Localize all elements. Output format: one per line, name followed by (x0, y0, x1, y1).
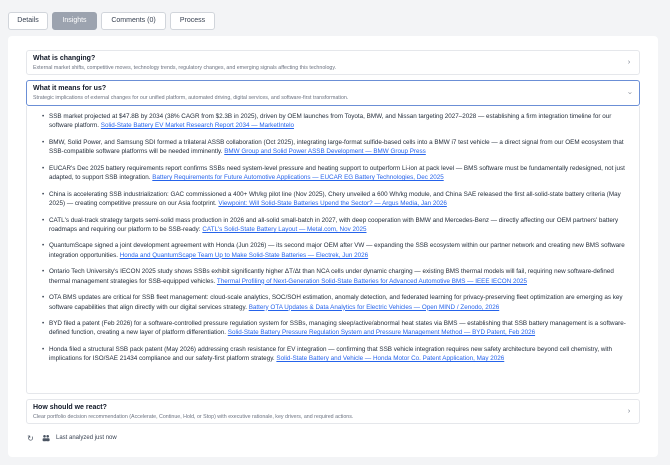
section-how-should-we-react[interactable] (26, 399, 640, 424)
section-content (26, 106, 640, 394)
source-link[interactable]: Viewpoint: Will Solid-State Batteries Upend the Sector? — Argus Media, Jan 2026 (218, 199, 447, 207)
section-title: What is changing? (33, 55, 96, 62)
analysis-footer (26, 433, 117, 443)
list-item: • BMW, Solid Power, and Samsung SDI formed a trilateral ASSB collaboration (Oct 2025), integrating large-format sulfide-based cells into a BMW i7 test vehicle — a direct signal from our OEM ecosystem that SSB-compatible software platforms will be needed imminently. BMW Group and Solid Power ASSB Development — BMW Group Press (49, 138, 634, 157)
tab-insights[interactable]: Insights (52, 12, 97, 30)
implications-list (49, 112, 634, 371)
chevron-down-icon[interactable]: › (626, 91, 633, 95)
tab-process[interactable]: Process (170, 12, 215, 30)
source-link[interactable]: Solid-State Battery EV Market Research Report 2034 — MarketIntelo (100, 122, 294, 130)
section-subtitle: External market shifts, competitive moves, technology trends, regulatory changes, and emerging signals affecting this technology. (33, 65, 337, 71)
chevron-right-icon[interactable]: › (627, 408, 631, 415)
source-link[interactable]: BMW Group and Solid Power ASSB Development — BMW Group Press (224, 148, 426, 156)
list-item: • China is accelerating SSB industrialization: GAC commissioned a 400+ Wh/kg pilot line (Nov 2025), Chery unveiled a 600 Wh/kg module, and China SAE released the first all-solid-state battery criteria (May 2025) — creating competitive pressure on our Asia footprint. Viewpoint: Will Solid-State Batteries Upend the Sector? — Argus Media, Jan 2026 (49, 190, 634, 209)
people-icon[interactable] (41, 434, 50, 443)
section-what-is-changing[interactable] (26, 50, 640, 75)
list-item: • OTA BMS updates are critical for SSB fleet management: cloud-scale analytics, SOC/SOH estimation, anomaly detection, and federated learning for privacy-preserving fleet optimization are emerging as key software capabilities that align directly with our digital services strategy. Battery OTA Updates & Data Analytics for Electric Vehicles — Open MIND / Zenodo, 2026 (49, 293, 634, 312)
source-link[interactable]: Battery OTA Updates & Data Analytics for Electric Vehicles — Open MIND / Zenodo, 2026 (248, 303, 500, 311)
list-item: • SSB market projected at $47.8B by 2034 (38% CAGR from $2.3B in 2025), driven by OEM launches from Toyota, BMW, and Nissan targeting 2027–2028 — establishing a firm integration timeline for our software platform. Solid-State Battery EV Market Research Report 2034 — MarketIntelo (49, 112, 634, 131)
section-title: What it means for us? (33, 85, 107, 92)
list-item: • QuantumScape signed a joint development agreement with Honda (Jun 2026) — its second major OEM after VW — expanding the SSB ecosystem within our partner network and creating new BMS software integration opportunities. Honda and QuantumScape Team Up to Make Solid-State Batteries — Electrek, Jun 2026 (49, 241, 634, 260)
list-item: • Ontario Tech University's IECON 2025 study shows SSBs exhibit significantly higher ΔT/Δt than NCA cells under dynamic charging — existing BMS thermal models will fail, requiring new software-defined thermal management strategies for SSB-equipped vehicles. Thermal Profiling of Next-Generation Solid-State Batteries for Advanced Automotive BMS — IEEE IECON 2025 (49, 267, 634, 286)
section-subtitle: Clear portfolio decision recommendation (Accelerate, Continue, Hold, or Stop) with executive rationale, key drivers, and required actions. (33, 414, 354, 420)
tab-bar (8, 12, 215, 30)
last-analyzed-status: Last analyzed just now (56, 435, 117, 441)
tab-details[interactable]: Details (8, 12, 48, 30)
section-title: How should we react? (33, 404, 107, 411)
source-link[interactable]: Battery Requirements for Future Automotive Applications — EUCAR EG Battery Technologies, Dec 2025 (152, 174, 444, 182)
insights-panel (8, 36, 658, 457)
source-link[interactable]: Honda and QuantumScape Team Up to Make Solid-State Batteries — Electrek, Jun 2026 (119, 251, 369, 259)
tab-comments[interactable]: Comments (0) (101, 12, 166, 30)
list-item: • BYD filed a patent (Feb 2026) for a software-controlled pressure regulation system for SSBs, managing sleep/active/abnormal heat states via BMS — establishing that SSB battery management is a software-defined function, creating a new layer of platform differentiation. Solid-State Battery Pressure Regulation System and Pressure Management Method — BYD Patent, Feb 2026 (49, 319, 634, 338)
source-link[interactable]: Solid-State Battery Pressure Regulation System and Pressure Management Method — BYD Patent, Feb 2026 (227, 329, 536, 337)
refresh-icon[interactable]: ↻ (27, 433, 34, 443)
source-link[interactable]: CATL's Solid-State Battery Layout — Metal.com, Nov 2025 (202, 225, 367, 233)
list-item: • EUCAR's Dec 2025 battery requirements report confirms SSBs need system-level pressure and heating support to outperform Li-ion at pack level — BMS software must be fundamentally redesigned, not just adapted, to support SSB integration. Battery Requirements for Future Automotive Applications — EUCAR EG Battery Technologies, Dec 2025 (49, 164, 634, 183)
list-item: • Honda filed a structural SSB pack patent (May 2026) addressing crash resistance for EV integration — confirming that SSB vehicle integration requires new safety architecture beyond cell chemistry, with implications for ISO/SAE 21434 compliance and our safety-first platform strategy. Solid-State Battery and Vehicle — Honda Motor Co. Patent Application, May 2026 (49, 345, 634, 364)
source-link[interactable]: Thermal Profiling of Next-Generation Solid-State Batteries for Advanced Automotive BMS — IEEE IECON 2025 (216, 277, 527, 285)
source-link[interactable]: Solid-State Battery and Vehicle — Honda Motor Co. Patent Application, May 2026 (276, 355, 505, 363)
section-subtitle: Strategic implications of external changes for our unified platform, automated driving, digital services, and software-first transformation. (33, 95, 349, 101)
chevron-right-icon[interactable]: › (627, 59, 631, 66)
list-item: • CATL's dual-track strategy targets semi-solid mass production in 2026 and all-solid small-batch in 2027, with deep cooperation with BMW and Mercedes-Benz — directly affecting our OEM partners' battery roadmaps and requiring our platform to be SSB-ready: CATL's Solid-State Battery Layout — Metal.com, Nov 2025 (49, 216, 634, 235)
section-what-it-means[interactable] (26, 80, 640, 106)
